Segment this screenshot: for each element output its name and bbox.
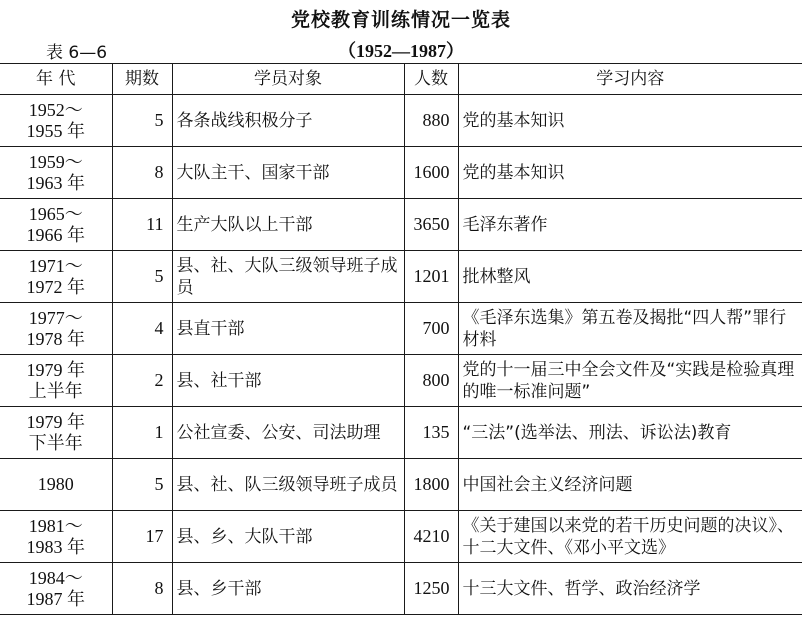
content-cell: 党的十一届三中全会文件及“实践是检验真理的唯一标准问题” xyxy=(458,355,802,407)
table-label: 表 6—6 xyxy=(46,43,108,63)
target-cell: 生产大队以上干部 xyxy=(172,199,404,251)
year-start: 1971～ xyxy=(28,255,83,276)
sessions-cell: 8 xyxy=(112,563,172,615)
page-title: 党校教育训练情况一览表 xyxy=(290,9,511,31)
year-start: 1979 年 xyxy=(26,359,85,380)
year-end: 1963 年 xyxy=(26,172,85,193)
target-cell: 县直干部 xyxy=(172,303,404,355)
table-row xyxy=(0,355,802,407)
year-cell xyxy=(0,147,112,199)
column-header-sessions: 期数 xyxy=(112,64,172,95)
target-cell: 县、乡、大队干部 xyxy=(172,511,404,563)
year-start: 1952～ xyxy=(28,99,83,120)
training-table-container xyxy=(0,63,802,615)
year-end: 1966 年 xyxy=(26,224,85,245)
people-cell: 700 xyxy=(404,303,458,355)
year-cell xyxy=(0,199,112,251)
sessions-cell: 5 xyxy=(112,459,172,511)
target-cell: 县、社、队三级领导班子成员 xyxy=(172,459,404,511)
people-cell: 1800 xyxy=(404,459,458,511)
people-cell: 1250 xyxy=(404,563,458,615)
people-cell: 1600 xyxy=(404,147,458,199)
year-start: 1977～ xyxy=(28,307,83,328)
people-cell: 4210 xyxy=(404,511,458,563)
table-row xyxy=(0,511,802,563)
page-subtitle: （1952—1987） xyxy=(338,41,464,61)
column-header-target: 学员对象 xyxy=(172,64,404,95)
year-start: 1959～ xyxy=(28,151,83,172)
content-cell: “三法”(选举法、刑法、诉讼法)教育 xyxy=(458,407,802,459)
table-row xyxy=(0,199,802,251)
year-cell xyxy=(0,563,112,615)
table-row xyxy=(0,95,802,147)
year-cell xyxy=(0,355,112,407)
year-cell xyxy=(0,407,112,459)
year-end: 1978 年 xyxy=(26,328,85,349)
target-cell: 公社宣委、公安、司法助理 xyxy=(172,407,404,459)
year-end: 1972 年 xyxy=(26,276,85,297)
content-cell: 毛泽东著作 xyxy=(458,199,802,251)
table-header-row xyxy=(0,64,802,95)
people-cell: 3650 xyxy=(404,199,458,251)
content-cell: 《关于建国以来党的若干历史问题的决议》、十二大文件、《邓小平文选》 xyxy=(458,511,802,563)
column-header-year: 年 代 xyxy=(0,64,112,95)
year-end: 1955 年 xyxy=(26,120,85,141)
year-end: 1987 年 xyxy=(26,588,85,609)
training-table xyxy=(0,63,802,615)
target-cell: 县、社、大队三级领导班子成员 xyxy=(172,251,404,303)
year-cell xyxy=(0,251,112,303)
year-end: 下半年 xyxy=(28,432,83,453)
people-cell: 135 xyxy=(404,407,458,459)
target-cell: 各条战线积极分子 xyxy=(172,95,404,147)
year-start: 1979 年 xyxy=(26,411,85,432)
people-cell: 880 xyxy=(404,95,458,147)
year-cell xyxy=(0,95,112,147)
year-start: 1965～ xyxy=(28,203,83,224)
sessions-cell: 17 xyxy=(112,511,172,563)
column-header-people: 人数 xyxy=(404,64,458,95)
sessions-cell: 2 xyxy=(112,355,172,407)
table-row xyxy=(0,459,802,511)
sessions-cell: 1 xyxy=(112,407,172,459)
content-cell: 中国社会主义经济问题 xyxy=(458,459,802,511)
sessions-cell: 5 xyxy=(112,251,172,303)
target-cell: 县、乡干部 xyxy=(172,563,404,615)
sessions-cell: 5 xyxy=(112,95,172,147)
table-row xyxy=(0,147,802,199)
year-end: 1983 年 xyxy=(26,536,85,557)
people-cell: 1201 xyxy=(404,251,458,303)
content-cell: 党的基本知识 xyxy=(458,95,802,147)
target-cell: 县、社干部 xyxy=(172,355,404,407)
sessions-cell: 8 xyxy=(112,147,172,199)
year-start: 1984～ xyxy=(28,567,83,588)
table-row xyxy=(0,251,802,303)
column-header-content: 学习内容 xyxy=(458,64,802,95)
table-row xyxy=(0,407,802,459)
year-end: 上半年 xyxy=(28,380,83,401)
content-cell: 十三大文件、哲学、政治经济学 xyxy=(458,563,802,615)
year-cell xyxy=(0,459,112,511)
year-start: 1980 xyxy=(37,474,74,494)
sessions-cell: 4 xyxy=(112,303,172,355)
content-cell: 批林整风 xyxy=(458,251,802,303)
sessions-cell: 11 xyxy=(112,199,172,251)
content-cell: 《毛泽东选集》第五卷及揭批“四人帮”罪行材料 xyxy=(458,303,802,355)
year-cell xyxy=(0,303,112,355)
year-start: 1981～ xyxy=(28,515,83,536)
table-row xyxy=(0,563,802,615)
target-cell: 大队主干、国家干部 xyxy=(172,147,404,199)
year-cell xyxy=(0,511,112,563)
table-row xyxy=(0,303,802,355)
people-cell: 800 xyxy=(404,355,458,407)
content-cell: 党的基本知识 xyxy=(458,147,802,199)
